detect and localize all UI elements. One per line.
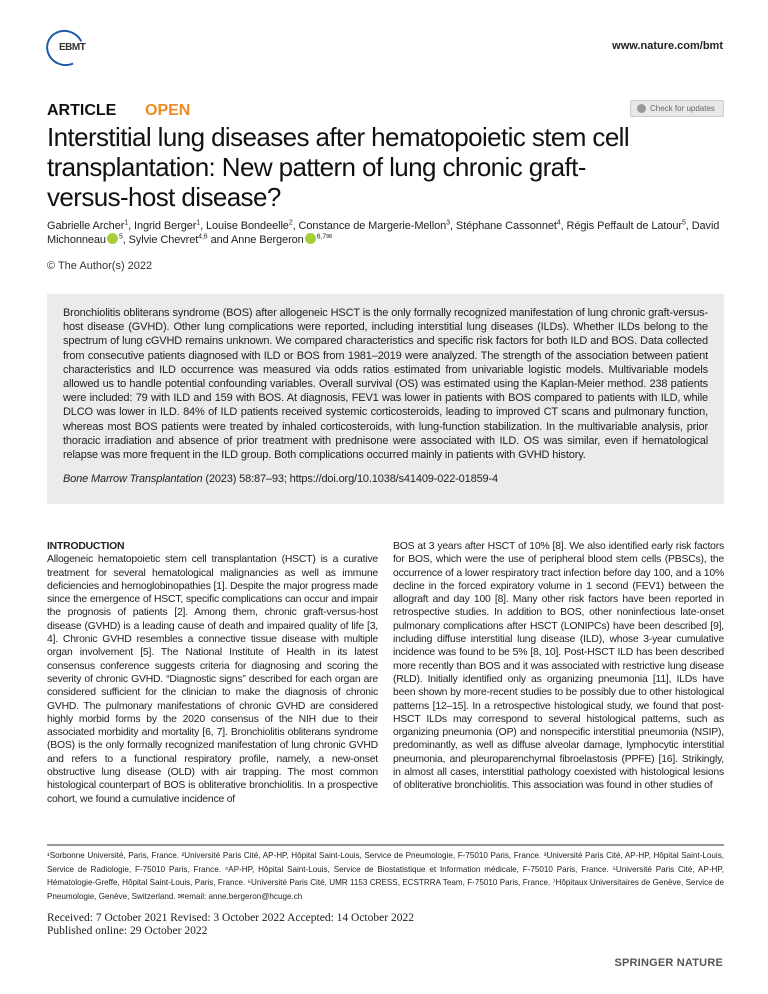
author[interactable] xyxy=(231,234,332,246)
affiliation-number: 2 xyxy=(288,219,293,227)
author-name: Régis Peffault de Latour xyxy=(566,220,682,232)
section-heading: INTRODUCTION xyxy=(47,541,125,552)
copyright: © The Author(s) 2022 xyxy=(47,260,153,272)
abstract-box xyxy=(47,294,724,504)
author-name: Ingrid Berger xyxy=(134,220,197,232)
citation-line xyxy=(63,472,708,486)
article-title: Interstitial lung diseases after hematopoietic stem cell transplantation: New pattern of lung chronic graft-versus-host disease? xyxy=(47,122,630,212)
author-name: David Michonneau xyxy=(47,220,720,246)
affiliation-number: 5 xyxy=(681,219,686,227)
abstract-text: Bronchiolitis obliterans syndrome (BOS) after allogeneic HSCT is the only formally recognized manifestation of lung chronic graft-versus-host disease (GVHD). Other lung complications were reported, including interstitial lung diseases (ILDs). Whether ILDs belong to the spectrum of lung cGVHD remains unknown. We compared characteristics and specific risk factors for both ILD and BOS. Data collected from consecutive patients diagnosed with ILD or BOS from 1981–2019 were analyzed. The strength of the association between patient characteristics and ILD occurrence was measured via odds ratios estimated from univariable logistic models. Multivariable models allowed us to handle potential confounding variables. Overall survival (OS) was estimated using the Kaplan-Meier method. 238 patients were included: 79 with ILD and 159 with BOS. At diagnosis, FEV1 was lower in patients with BOS compared to patients with ILD, while DLCO was lower in ILD. 84% of ILD patients received systemic corticosteroids, leading to improved CT scans and pulmonary function, whereas most BOS patients were treated by inhaled corticosteroids, with lung-function stabilization. In the multivariable analysis, prior thoracic irradiation and absence of prior treatment with prednisone were associated with ILD. OS was similar, even if hematological relapse was more frequent in the ILD group. Both complications occurred mainly in patients with GVHD history. xyxy=(63,307,708,462)
article-type-label: ARTICLE xyxy=(47,102,117,119)
author-name: Constance de Margerie-Mellon xyxy=(298,220,447,232)
author[interactable] xyxy=(456,220,561,232)
publication-dates xyxy=(47,912,414,938)
affiliation-number: 1 xyxy=(124,219,129,227)
received-dates: Received: 7 October 2021 Revised: 3 October 2022 Accepted: 14 October 2022 xyxy=(47,912,414,924)
bookmark-icon xyxy=(637,104,646,113)
springer-nature-logo: SPRINGER NATURE xyxy=(614,957,723,969)
affiliations: ¹Sorbonne Université, Paris, France. ²Université Paris Cité, AP-HP, Hôpital Saint-Louis, Service de Pneumologie, F-75010 Paris, France. ³Université Paris Cité, AP-HP, Hôpital Saint-Louis, Service de Radiologie, F-75010 Paris, France. ⁴AP-HP, Hôpital Saint-Louis, Service de Biostatistique et Information médicale, F-75010 Paris, France. ⁵Université Paris Cité, AP-HP, Hématologie-Greffe, Hôpital Saint-Louis, Paris, France. ⁶Université Paris Cité, UMR 1153 CRESS, ECSTRRA Team, F-75010 Paris, France. ⁷Hôpitaux Universitaires de Genève, Service de Pneumologie, Genève, Switzerland. ✉email: anne.bergeron@hcuge.ch xyxy=(47,851,724,901)
journal-website-link[interactable]: www.nature.com/bmt xyxy=(612,40,723,52)
journal-name: Bone Marrow Transplantation xyxy=(63,473,203,486)
author-name: Stéphane Cassonnet xyxy=(455,220,557,232)
affiliation-number: 1 xyxy=(196,219,201,227)
check-for-updates-button[interactable]: Check for updates xyxy=(630,100,724,117)
footnote-divider xyxy=(47,844,724,846)
author-name: Anne Bergeron xyxy=(230,234,304,246)
affiliation-number: 4,6 xyxy=(198,233,208,241)
body-paragraph: Allogeneic hematopoietic stem cell transplantation (HSCT) is a curative treatment for several hematological malignancies as well as immune deficiencies and hemoglobinopathies [1]. Despite the major progress made since the emergence of HSCT, specific complications can occur and impair the prognosis of patients [2]. Among them, chronic graft-versus-host disease (GVHD) is a leading cause of death and impaired quality of life [3, 4]. Chronic GVHD resembles a connective tissue disease with multiple organ involvement [5]. The National Institute of Health in its latest consensus conference suggests criteria for diagnosing and scoring the severity of chronic GVHD. “Diagnostic signs” described for each organ are considered sufficient for the clinician to make the diagnosis of chronic GVHD. The pulmonary manifestations of chronic GVHD are considered highly morbid forms by the 2020 consensus of the NIH due to their associated morbidity and mortality [6, 7]. Bronchiolitis obliterans syndrome (BOS) is the only formally recognized manifestation of lung chronic GVHD and refers to a functional respiratory profile, namely, a new-onset obstructive lung disease (OLD) with air trapping. The most common histological counterpart of BOS is obliterative bronchiolitis. In a prospective cohort, we found a cumulative incidence of xyxy=(47,554,378,805)
author-name: Gabrielle Archer xyxy=(47,220,125,232)
author-name: Sylvie Chevret xyxy=(128,234,199,246)
body-paragraph: BOS at 3 years after HSCT of 10% [8]. We also identified early risk factors for BOS, which were the use of peripheral blood stem cells (PBSCs), the occurrence of a lower respiratory tract infection before day 100, and a 10% decline in the forced expiratory volume in 1 second (FEV1) between the allograft and day 100 [8]. Many other risk factors have been reported in retrospective studies. In addition to BOS, other noninfectious late-onset pulmonary complications after HSCT (LONIPCs) have been described [9], including diffuse interstitial lung disease (ILD), whose 3-year cumulative incidence was found to be 5% [8, 10]. Post-HSCT ILD has been described more recently than BOS and it was associated with restrictive lung disease (RLD). Initially identified only as organizing pneumonia [11], ILDs have been shown by more-recent studies to be possibly due to other histological patterns [12–15]. In a retrospective histological study, we found that post-HSCT ILDs may correspond to several histological patterns, such as organizing pneumonia (OP) and nonspecific interstitial pneumonia (NSIP), predominantly, as well as diffuse alveolar damage, lymphocytic interstitial pneumonia, and pleuroparenchymal fibroelastosis (PPFE) [16]. Strikingly, in almost all cases, interstitial pathology coexisted with histological lesions of obliterative bronchiolitis. This association was found in other studies of xyxy=(393,541,724,792)
author-list: Gabrielle Archer$^1$, Ingrid Berger$^1$, Louise Bondeelle$^2$, Constance de Margerie-Mellon$^3$, Stéphane Cassonnet$^4$, Régis Peffault de Latour$^5$, David Michonneau $^5$, Sylvie Chevret$^{4,6}$ and Anne Bergeron $^{6,7✉}$ xyxy=(47,219,720,246)
author[interactable] xyxy=(47,220,128,232)
author[interactable] xyxy=(206,220,293,232)
author[interactable] xyxy=(129,234,208,246)
affiliation-number: 3 xyxy=(446,219,450,227)
orcid-icon[interactable] xyxy=(305,233,316,244)
ebmt-logo: EBMT xyxy=(46,28,91,68)
affiliation-number: 4 xyxy=(556,219,561,227)
affiliation-number: 5 xyxy=(118,233,123,241)
author-name: Louise Bondeelle xyxy=(206,220,289,232)
body-column-right xyxy=(393,540,724,793)
affiliation-number: 6,7✉ xyxy=(316,233,332,241)
author[interactable] xyxy=(567,220,686,232)
open-access-label: OPEN xyxy=(145,102,191,119)
author[interactable] xyxy=(299,220,450,232)
doi-citation[interactable]: (2023) 58:87–93; https://doi.org/10.1038/s41409-022-01859-4 xyxy=(202,473,499,486)
published-date: Published online: 29 October 2022 xyxy=(47,925,208,937)
author[interactable] xyxy=(134,220,200,232)
body-column-left xyxy=(47,540,378,806)
orcid-icon[interactable] xyxy=(107,233,118,244)
